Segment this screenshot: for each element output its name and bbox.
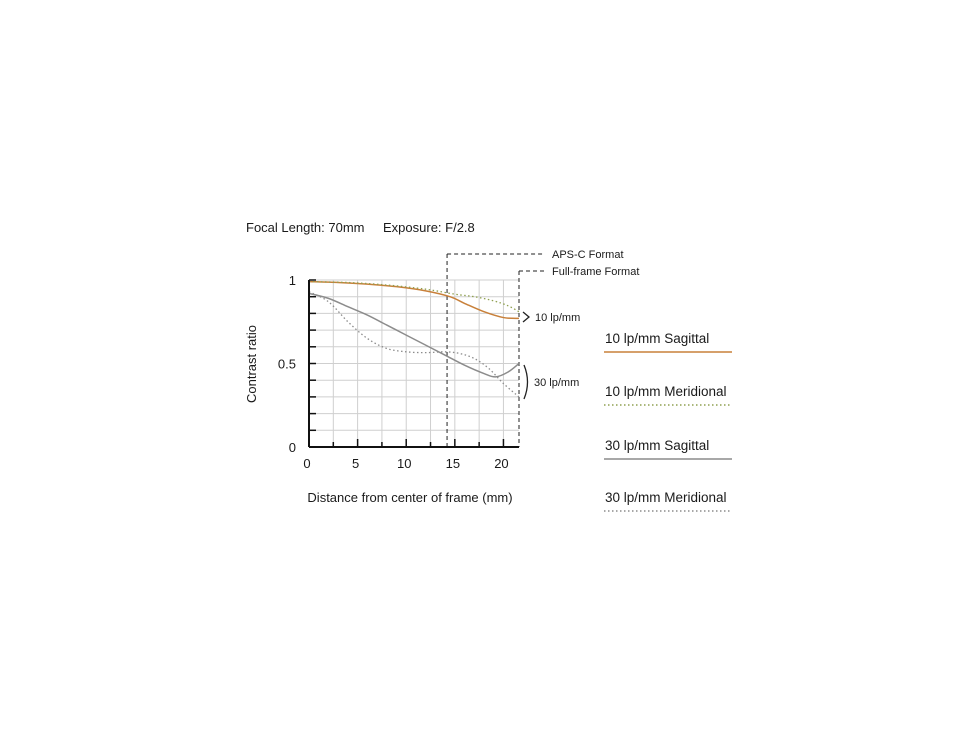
format-marker-label: APS-C Format <box>552 249 624 261</box>
legend-label: 30 lp/mm Meridional <box>605 490 727 505</box>
x-tick-label: 0 <box>303 456 311 471</box>
y-tick-label: 1 <box>288 273 296 288</box>
axes <box>278 273 580 471</box>
x-tick-label: 15 <box>445 456 461 471</box>
x-tick-label: 20 <box>494 456 509 471</box>
legend <box>604 331 732 511</box>
y-axis-title: Contrast ratio <box>244 324 259 404</box>
format-markers <box>447 249 639 447</box>
y-tick-label: 0 <box>288 440 296 455</box>
legend-label: 10 lp/mm Sagittal <box>605 331 710 346</box>
bracket-30lpmm <box>524 365 528 399</box>
series-lines <box>309 282 519 397</box>
legend-label: 30 lp/mm Sagittal <box>605 438 710 453</box>
series-line <box>309 292 519 397</box>
legend-label: 10 lp/mm Meridional <box>605 384 727 399</box>
format-marker-label: Full-frame Format <box>552 266 640 278</box>
group-label-30lpmm: 30 lp/mm <box>534 377 580 389</box>
x-tick-label: 10 <box>396 456 412 471</box>
bracket-10lpmm <box>523 312 529 322</box>
series-line <box>309 293 519 377</box>
focal-length-label: Focal Length: 70mm <box>246 220 365 235</box>
grid <box>309 280 519 447</box>
y-tick-label: 0.5 <box>277 356 296 372</box>
x-tick-label: 5 <box>351 456 360 471</box>
exposure-label: Exposure: F/2.8 <box>383 220 475 235</box>
group-label-10lpmm: 10 lp/mm <box>535 312 581 324</box>
x-axis-title: Distance from center of frame (mm) <box>307 490 513 505</box>
